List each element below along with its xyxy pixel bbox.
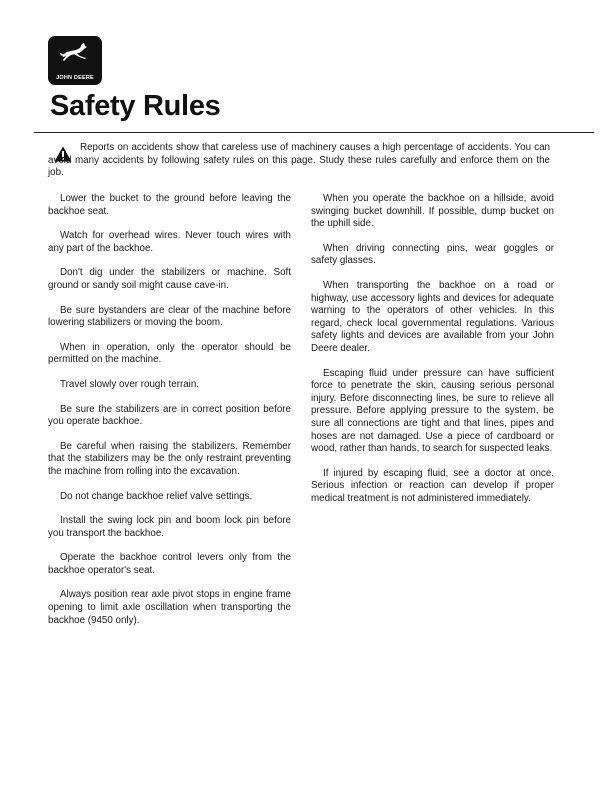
safety-rule: When in operation, only the operator should be permitted on the machine. bbox=[48, 341, 291, 366]
safety-rule: Be sure bystanders are clear of the machine before lowering stabilizers or moving the boom. bbox=[48, 304, 291, 329]
safety-rule: Always position rear axle pivot stops in engine frame opening to limit axle oscillation when transporting the backhoe (9450 only). bbox=[48, 589, 291, 626]
safety-rule: When driving connecting pins, wear goggles or safety glasses. bbox=[311, 242, 554, 267]
leaping-deer-icon bbox=[60, 42, 90, 64]
page-title: Safety Rules bbox=[50, 90, 221, 122]
safety-rule: Travel slowly over rough terrain. bbox=[60, 378, 200, 390]
safety-rule: Operate the backhoe control levers only from the backhoe operator's seat. bbox=[48, 552, 291, 576]
safety-rule: Don't dig under the stabilizers or machine. Soft ground or sandy soil might cause cave-in. bbox=[48, 267, 291, 291]
safety-rule: If injured by escaping fluid, see a doctor at once. Serious infection or reaction can develop if proper medical treatment is not administered immediately. bbox=[311, 467, 554, 504]
safety-rule: When you operate the backhoe on a hillside, avoid swinging bucket downhill. If possible, dump bucket on the uphill side. bbox=[311, 193, 554, 230]
safety-rule: Watch for overhead wires. Never touch wires with any part of the backhoe. bbox=[48, 230, 291, 254]
safety-rule: Lower the bucket to the ground before leaving the backhoe seat. bbox=[48, 193, 291, 217]
left-rules-column bbox=[48, 193, 291, 639]
safety-rule: Install the swing lock pin and boom lock pin before you transport the backhoe. bbox=[48, 515, 291, 539]
safety-rule: Be sure the stabilizers are in correct position before you operate backhoe. bbox=[48, 403, 291, 428]
safety-rule: Escaping fluid under pressure can have sufficient force to penetrate the skin, causing serious personal injury. Before disconnecting lines, be sure to relieve all pressure. Before applying pressure to the system, be sure all connections are tight and that lines, pipes and hoses are not damaged. Use a piece of cardboard or wood, rather than hands, to search for suspected leaks. bbox=[311, 367, 554, 455]
title-divider bbox=[34, 132, 594, 133]
safety-rule: When transporting the backhoe on a road or highway, use accessory lights and devices for adequate warning to the operators of other vehicles. In this regard, check local governmental regulations. Various safety lights and devices are available from your John Deere dealer. bbox=[311, 279, 554, 354]
john-deere-logo bbox=[48, 36, 102, 85]
intro-paragraph: Reports on accidents show that careless use of machinery causes a high percentage of accidents. You can avoid many accidents by following safety rules on this page. Study these rules carefully and enforce them on the job. bbox=[48, 142, 550, 179]
logo-text: JOHN DEERE bbox=[56, 75, 94, 81]
safety-rule: Be careful when raising the stabilizers. Remember that the stabilizers may be the only restraint preventing the machine from rolling into the excavation. bbox=[48, 440, 291, 477]
right-rules-column bbox=[311, 193, 554, 517]
safety-rule: Do not change backhoe relief valve settings. bbox=[60, 490, 253, 502]
